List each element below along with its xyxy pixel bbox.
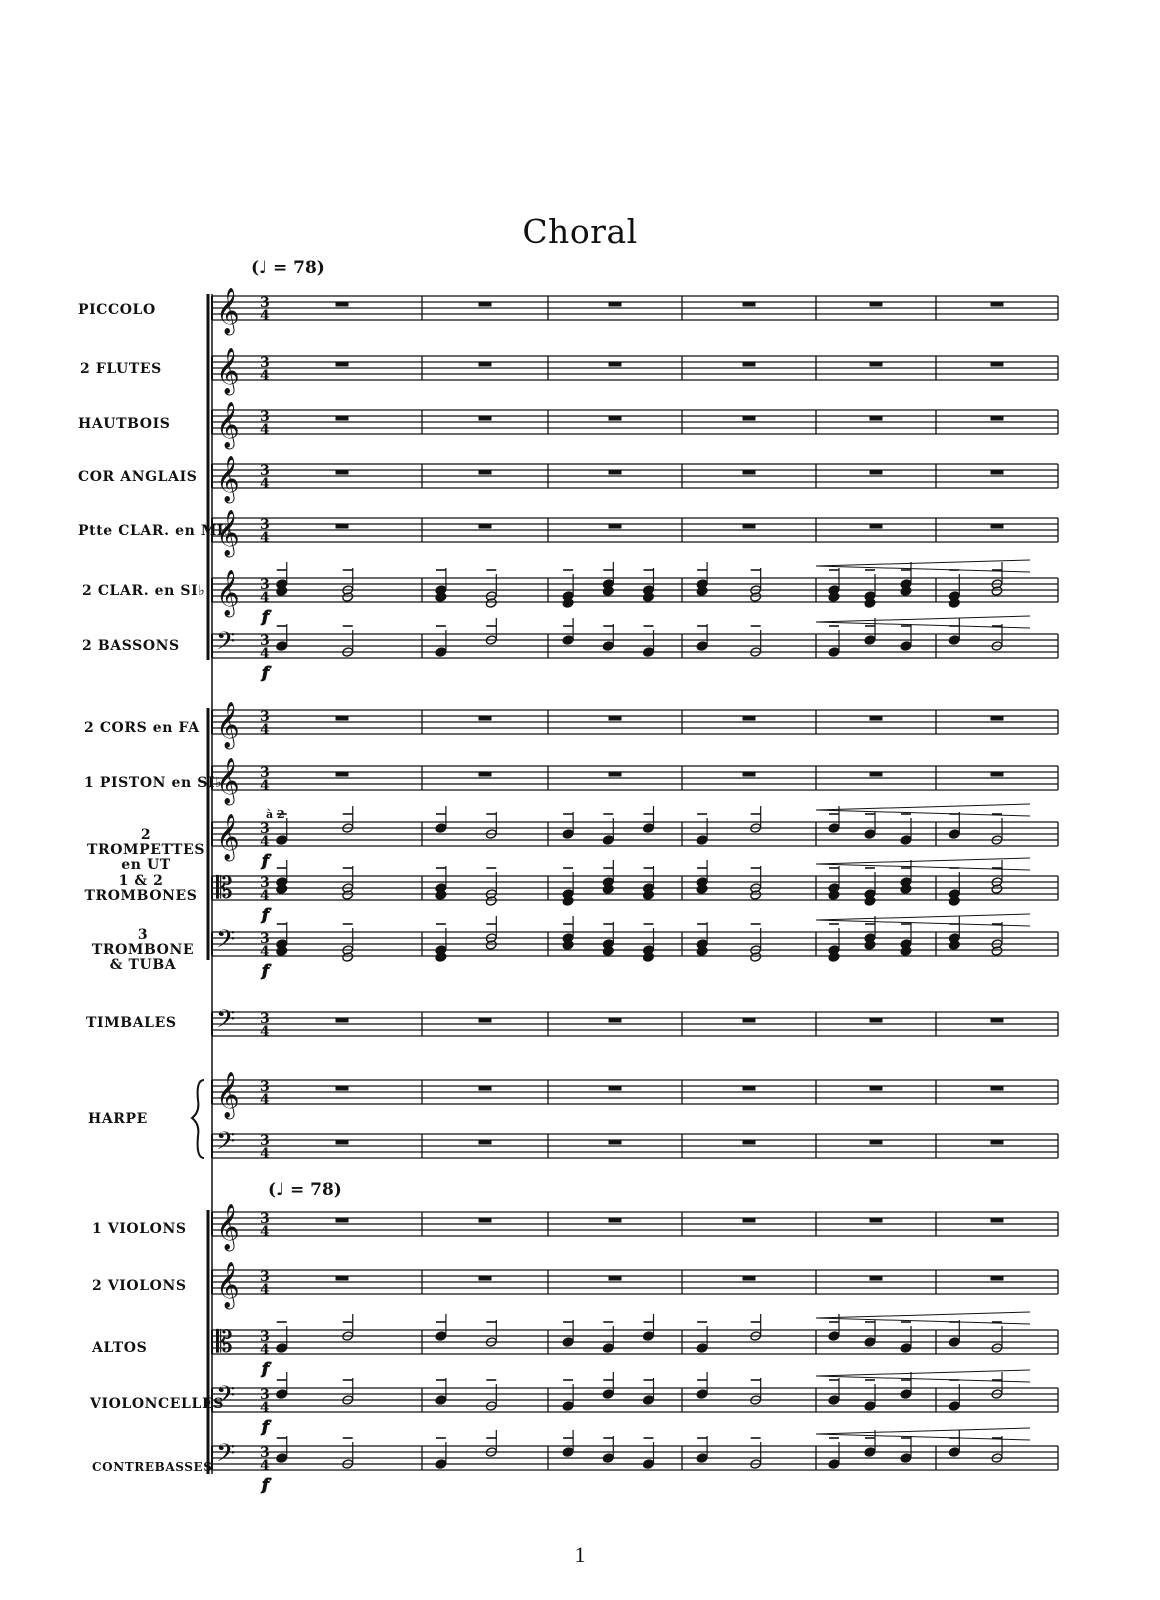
- time-signature-top: 3: [260, 1445, 270, 1461]
- whole-rest: [479, 1018, 491, 1022]
- whole-rest: [609, 302, 621, 306]
- whole-rest: [870, 362, 882, 366]
- quarter-note: [864, 635, 876, 646]
- quarter-note: [602, 1453, 614, 1464]
- quarter-note: [864, 1447, 876, 1458]
- staff: [212, 925, 1058, 960]
- time-signature-top: 3: [260, 821, 270, 837]
- time-signature-bottom: 4: [260, 590, 270, 606]
- quarter-note: [948, 829, 960, 840]
- whole-rest: [479, 470, 491, 474]
- whole-rest: [336, 302, 348, 306]
- time-signature-top: 3: [260, 463, 270, 479]
- quarter-note: [602, 1343, 614, 1354]
- quarter-note: [900, 1343, 912, 1354]
- whole-rest: [479, 1140, 491, 1144]
- bass-clef: 𝄢: [216, 925, 236, 960]
- staff: [212, 871, 1058, 906]
- whole-rest: [743, 362, 755, 366]
- bass-clef: 𝄢: [216, 1439, 236, 1474]
- quarter-note: [602, 641, 614, 652]
- page-number: 1: [574, 1542, 586, 1567]
- whole-rest: [991, 1140, 1003, 1144]
- whole-rest: [991, 716, 1003, 720]
- quarter-note: [562, 1401, 574, 1412]
- label-cor-anglais: COR ANGLAIS: [78, 469, 198, 485]
- staff: [212, 1072, 1058, 1120]
- quarter-note: [948, 1447, 960, 1458]
- whole-rest: [743, 1218, 755, 1222]
- quarter-note: [696, 641, 708, 652]
- whole-rest: [743, 416, 755, 420]
- whole-rest: [743, 772, 755, 776]
- quarter-note: [643, 1459, 655, 1470]
- staff: [212, 288, 1058, 336]
- whole-rest: [609, 716, 621, 720]
- label-flutes: 2 FLUTES: [80, 361, 162, 377]
- time-signature-top: 3: [260, 633, 270, 649]
- staff: [212, 814, 1058, 862]
- whole-rest: [609, 362, 621, 366]
- quarter-note: [435, 1395, 447, 1406]
- bass-clef: 𝄢: [216, 1127, 236, 1162]
- quarter-note: [435, 1331, 447, 1342]
- label-violons-2: 2 VIOLONS: [92, 1278, 187, 1294]
- time-signature-bottom: 4: [260, 530, 270, 546]
- label-violons-1: 1 VIOLONS: [92, 1221, 187, 1237]
- dynamic-forte: f: [262, 1417, 269, 1436]
- time-signature-bottom: 4: [260, 368, 270, 384]
- time-signature-top: 3: [260, 709, 270, 725]
- whole-rest: [991, 524, 1003, 528]
- whole-rest: [991, 1018, 1003, 1022]
- quarter-note: [435, 823, 447, 834]
- whole-rest: [479, 1218, 491, 1222]
- page-title: Choral: [522, 212, 638, 251]
- time-signature-bottom: 4: [260, 1342, 270, 1358]
- quarter-note: [948, 1337, 960, 1348]
- whole-rest: [991, 362, 1003, 366]
- whole-rest: [609, 1018, 621, 1022]
- dynamic-forte: f: [262, 905, 269, 924]
- staff: [212, 1381, 1058, 1416]
- time-signature-top: 3: [260, 1269, 270, 1285]
- time-signature-top: 3: [260, 1387, 270, 1403]
- quarter-note: [643, 1395, 655, 1406]
- whole-rest: [609, 1140, 621, 1144]
- dynamic-forte: f: [262, 1359, 269, 1378]
- time-signature-bottom: 4: [260, 1400, 270, 1416]
- quarter-note: [562, 635, 574, 646]
- alto-clef: 𝄡: [216, 1325, 233, 1360]
- time-signature-bottom: 4: [260, 476, 270, 492]
- time-signature-top: 3: [260, 409, 270, 425]
- whole-rest: [336, 716, 348, 720]
- dynamic-forte: f: [262, 607, 269, 626]
- whole-rest: [743, 1086, 755, 1090]
- time-signature-top: 3: [260, 1133, 270, 1149]
- time-signature-bottom: 4: [260, 1224, 270, 1240]
- quarter-note: [276, 641, 288, 652]
- label-timbales: TIMBALES: [86, 1015, 177, 1031]
- time-signature-top: 3: [260, 517, 270, 533]
- whole-rest: [336, 1276, 348, 1280]
- whole-rest: [743, 1276, 755, 1280]
- label-contrebasses: CONTREBASSES: [92, 1460, 213, 1474]
- time-signature-top: 3: [260, 355, 270, 371]
- whole-rest: [870, 1218, 882, 1222]
- time-signature-bottom: 4: [260, 308, 270, 324]
- whole-rest: [336, 772, 348, 776]
- time-signature-bottom: 4: [260, 1024, 270, 1040]
- time-signature-top: 3: [260, 1011, 270, 1027]
- label-bassons: 2 BASSONS: [82, 638, 180, 654]
- whole-rest: [609, 772, 621, 776]
- label-violoncelles: VIOLONCELLES: [90, 1396, 224, 1412]
- whole-rest: [991, 1086, 1003, 1090]
- time-signature-bottom: 4: [260, 1458, 270, 1474]
- label-piccolo: PICCOLO: [78, 302, 156, 318]
- whole-rest: [479, 416, 491, 420]
- whole-rest: [609, 1086, 621, 1090]
- quarter-note: [696, 1389, 708, 1400]
- bass-clef: 𝄢: [216, 1381, 236, 1416]
- whole-rest: [609, 1218, 621, 1222]
- a2-marking: à 2: [266, 808, 285, 821]
- treble-clef: 𝄞: [216, 288, 240, 334]
- staff: [212, 570, 1058, 618]
- quarter-note: [828, 647, 840, 658]
- whole-rest: [336, 1018, 348, 1022]
- whole-rest: [870, 302, 882, 306]
- label-trompettes: 2 TROMPETTES en UT: [86, 827, 206, 873]
- quarter-note: [696, 835, 708, 846]
- treble-clef: 𝄞: [216, 1262, 240, 1308]
- treble-clef: 𝄞: [216, 1204, 240, 1250]
- quarter-note: [900, 1389, 912, 1400]
- staff: [212, 1439, 1058, 1474]
- quarter-note: [435, 647, 447, 658]
- treble-clef: 𝄞: [216, 1072, 240, 1118]
- whole-rest: [479, 1086, 491, 1090]
- quarter-note: [864, 1401, 876, 1412]
- time-signature-top: 3: [260, 765, 270, 781]
- label-trombones: 1 & 2 TROMBONES: [84, 873, 198, 904]
- quarter-note: [696, 1453, 708, 1464]
- staff: [212, 348, 1058, 396]
- whole-rest: [479, 1276, 491, 1280]
- whole-rest: [609, 1276, 621, 1280]
- quarter-note: [643, 647, 655, 658]
- whole-rest: [743, 470, 755, 474]
- quarter-note: [276, 1343, 288, 1354]
- label-trombone-tuba: 3 TROMBONE & TUBA: [91, 927, 195, 973]
- whole-rest: [991, 1276, 1003, 1280]
- staff: [212, 456, 1058, 504]
- dynamic-forte: f: [262, 961, 269, 980]
- time-signature-top: 3: [260, 577, 270, 593]
- quarter-note: [602, 1389, 614, 1400]
- whole-rest: [870, 470, 882, 474]
- quarter-note: [643, 1331, 655, 1342]
- whole-rest: [991, 416, 1003, 420]
- whole-rest: [743, 302, 755, 306]
- whole-rest: [870, 1086, 882, 1090]
- quarter-note: [435, 1459, 447, 1470]
- whole-rest: [870, 772, 882, 776]
- whole-rest: [479, 302, 491, 306]
- tempo-marking-winds: (♩ = 78): [251, 258, 325, 278]
- dynamic-forte: f: [262, 1475, 269, 1494]
- whole-rest: [870, 524, 882, 528]
- staff: [212, 1204, 1058, 1252]
- staff: [212, 627, 1058, 662]
- treble-clef: 𝄞: [216, 758, 240, 804]
- time-signature-top: 3: [260, 1079, 270, 1095]
- whole-rest: [336, 470, 348, 474]
- time-signature-bottom: 4: [260, 1282, 270, 1298]
- quarter-note: [948, 1401, 960, 1412]
- time-signature-bottom: 4: [260, 834, 270, 850]
- quarter-note: [948, 635, 960, 646]
- label-hautbois: HAUTBOIS: [78, 416, 171, 432]
- treble-clef: 𝄞: [216, 348, 240, 394]
- time-signature-bottom: 4: [260, 722, 270, 738]
- quarter-note: [696, 1343, 708, 1354]
- quarter-note: [900, 835, 912, 846]
- label-altos: ALTOS: [92, 1340, 148, 1356]
- time-signature-bottom: 4: [260, 422, 270, 438]
- quarter-note: [900, 641, 912, 652]
- quarter-note: [276, 835, 288, 846]
- label-piston: 1 PISTON en SI♭: [84, 775, 223, 791]
- whole-rest: [336, 524, 348, 528]
- whole-rest: [743, 1140, 755, 1144]
- label-cors: 2 CORS en FA: [84, 720, 200, 736]
- time-signature-bottom: 4: [260, 646, 270, 662]
- whole-rest: [870, 416, 882, 420]
- whole-rest: [743, 716, 755, 720]
- whole-rest: [336, 362, 348, 366]
- whole-rest: [336, 1218, 348, 1222]
- staff: [212, 1325, 1058, 1360]
- whole-rest: [479, 362, 491, 366]
- quarter-note: [562, 1447, 574, 1458]
- whole-rest: [743, 1018, 755, 1022]
- time-signature-top: 3: [260, 295, 270, 311]
- alto-clef: 𝄡: [216, 871, 233, 906]
- time-signature-top: 3: [260, 1329, 270, 1345]
- time-signature-bottom: 4: [260, 944, 270, 960]
- dynamic-forte: f: [262, 663, 269, 682]
- quarter-note: [562, 829, 574, 840]
- label-petite-clarinette: Ptte CLAR. en MI♭: [78, 523, 232, 539]
- whole-rest: [743, 524, 755, 528]
- quarter-note: [562, 1337, 574, 1348]
- quarter-note: [864, 1337, 876, 1348]
- label-clarinettes: 2 CLAR. en SI♭: [82, 583, 206, 599]
- time-signature-top: 3: [260, 875, 270, 891]
- whole-rest: [336, 416, 348, 420]
- whole-rest: [870, 1018, 882, 1022]
- treble-clef: 𝄞: [216, 510, 240, 556]
- staff: [212, 402, 1058, 450]
- whole-rest: [479, 524, 491, 528]
- treble-clef: 𝄞: [216, 702, 240, 748]
- tempo-marking-strings: (♩ = 78): [268, 1180, 342, 1200]
- quarter-note: [828, 1331, 840, 1342]
- whole-rest: [336, 1140, 348, 1144]
- treble-clef: 𝄞: [216, 570, 240, 616]
- dynamic-forte: f: [262, 851, 269, 870]
- quarter-note: [828, 1459, 840, 1470]
- time-signature-bottom: 4: [260, 778, 270, 794]
- whole-rest: [991, 1218, 1003, 1222]
- staff: [212, 1262, 1058, 1310]
- bass-clef: 𝄢: [216, 1005, 236, 1040]
- time-signature-bottom: 4: [260, 888, 270, 904]
- whole-rest: [609, 470, 621, 474]
- quarter-note: [864, 829, 876, 840]
- whole-rest: [336, 1086, 348, 1090]
- whole-rest: [609, 416, 621, 420]
- label-harpe: HARPE: [88, 1111, 148, 1127]
- whole-rest: [991, 470, 1003, 474]
- bass-clef: 𝄢: [216, 627, 236, 662]
- quarter-note: [828, 1395, 840, 1406]
- time-signature-bottom: 4: [260, 1092, 270, 1108]
- staff: [212, 702, 1058, 750]
- quarter-note: [900, 1453, 912, 1464]
- time-signature-top: 3: [260, 1211, 270, 1227]
- staff: [212, 510, 1058, 558]
- whole-rest: [870, 1276, 882, 1280]
- quarter-note: [828, 823, 840, 834]
- whole-rest: [870, 716, 882, 720]
- treble-clef: 𝄞: [216, 456, 240, 502]
- treble-clef: 𝄞: [216, 814, 240, 860]
- whole-rest: [991, 772, 1003, 776]
- time-signature-bottom: 4: [260, 1146, 270, 1162]
- whole-rest: [991, 302, 1003, 306]
- whole-rest: [479, 716, 491, 720]
- staff: [212, 758, 1058, 806]
- whole-rest: [609, 524, 621, 528]
- quarter-note: [602, 835, 614, 846]
- quarter-note: [276, 1453, 288, 1464]
- quarter-note: [276, 1389, 288, 1400]
- harp-brace: [192, 1080, 204, 1158]
- time-signature-top: 3: [260, 931, 270, 947]
- whole-rest: [479, 772, 491, 776]
- treble-clef: 𝄞: [216, 402, 240, 448]
- whole-rest: [870, 1140, 882, 1144]
- quarter-note: [643, 823, 655, 834]
